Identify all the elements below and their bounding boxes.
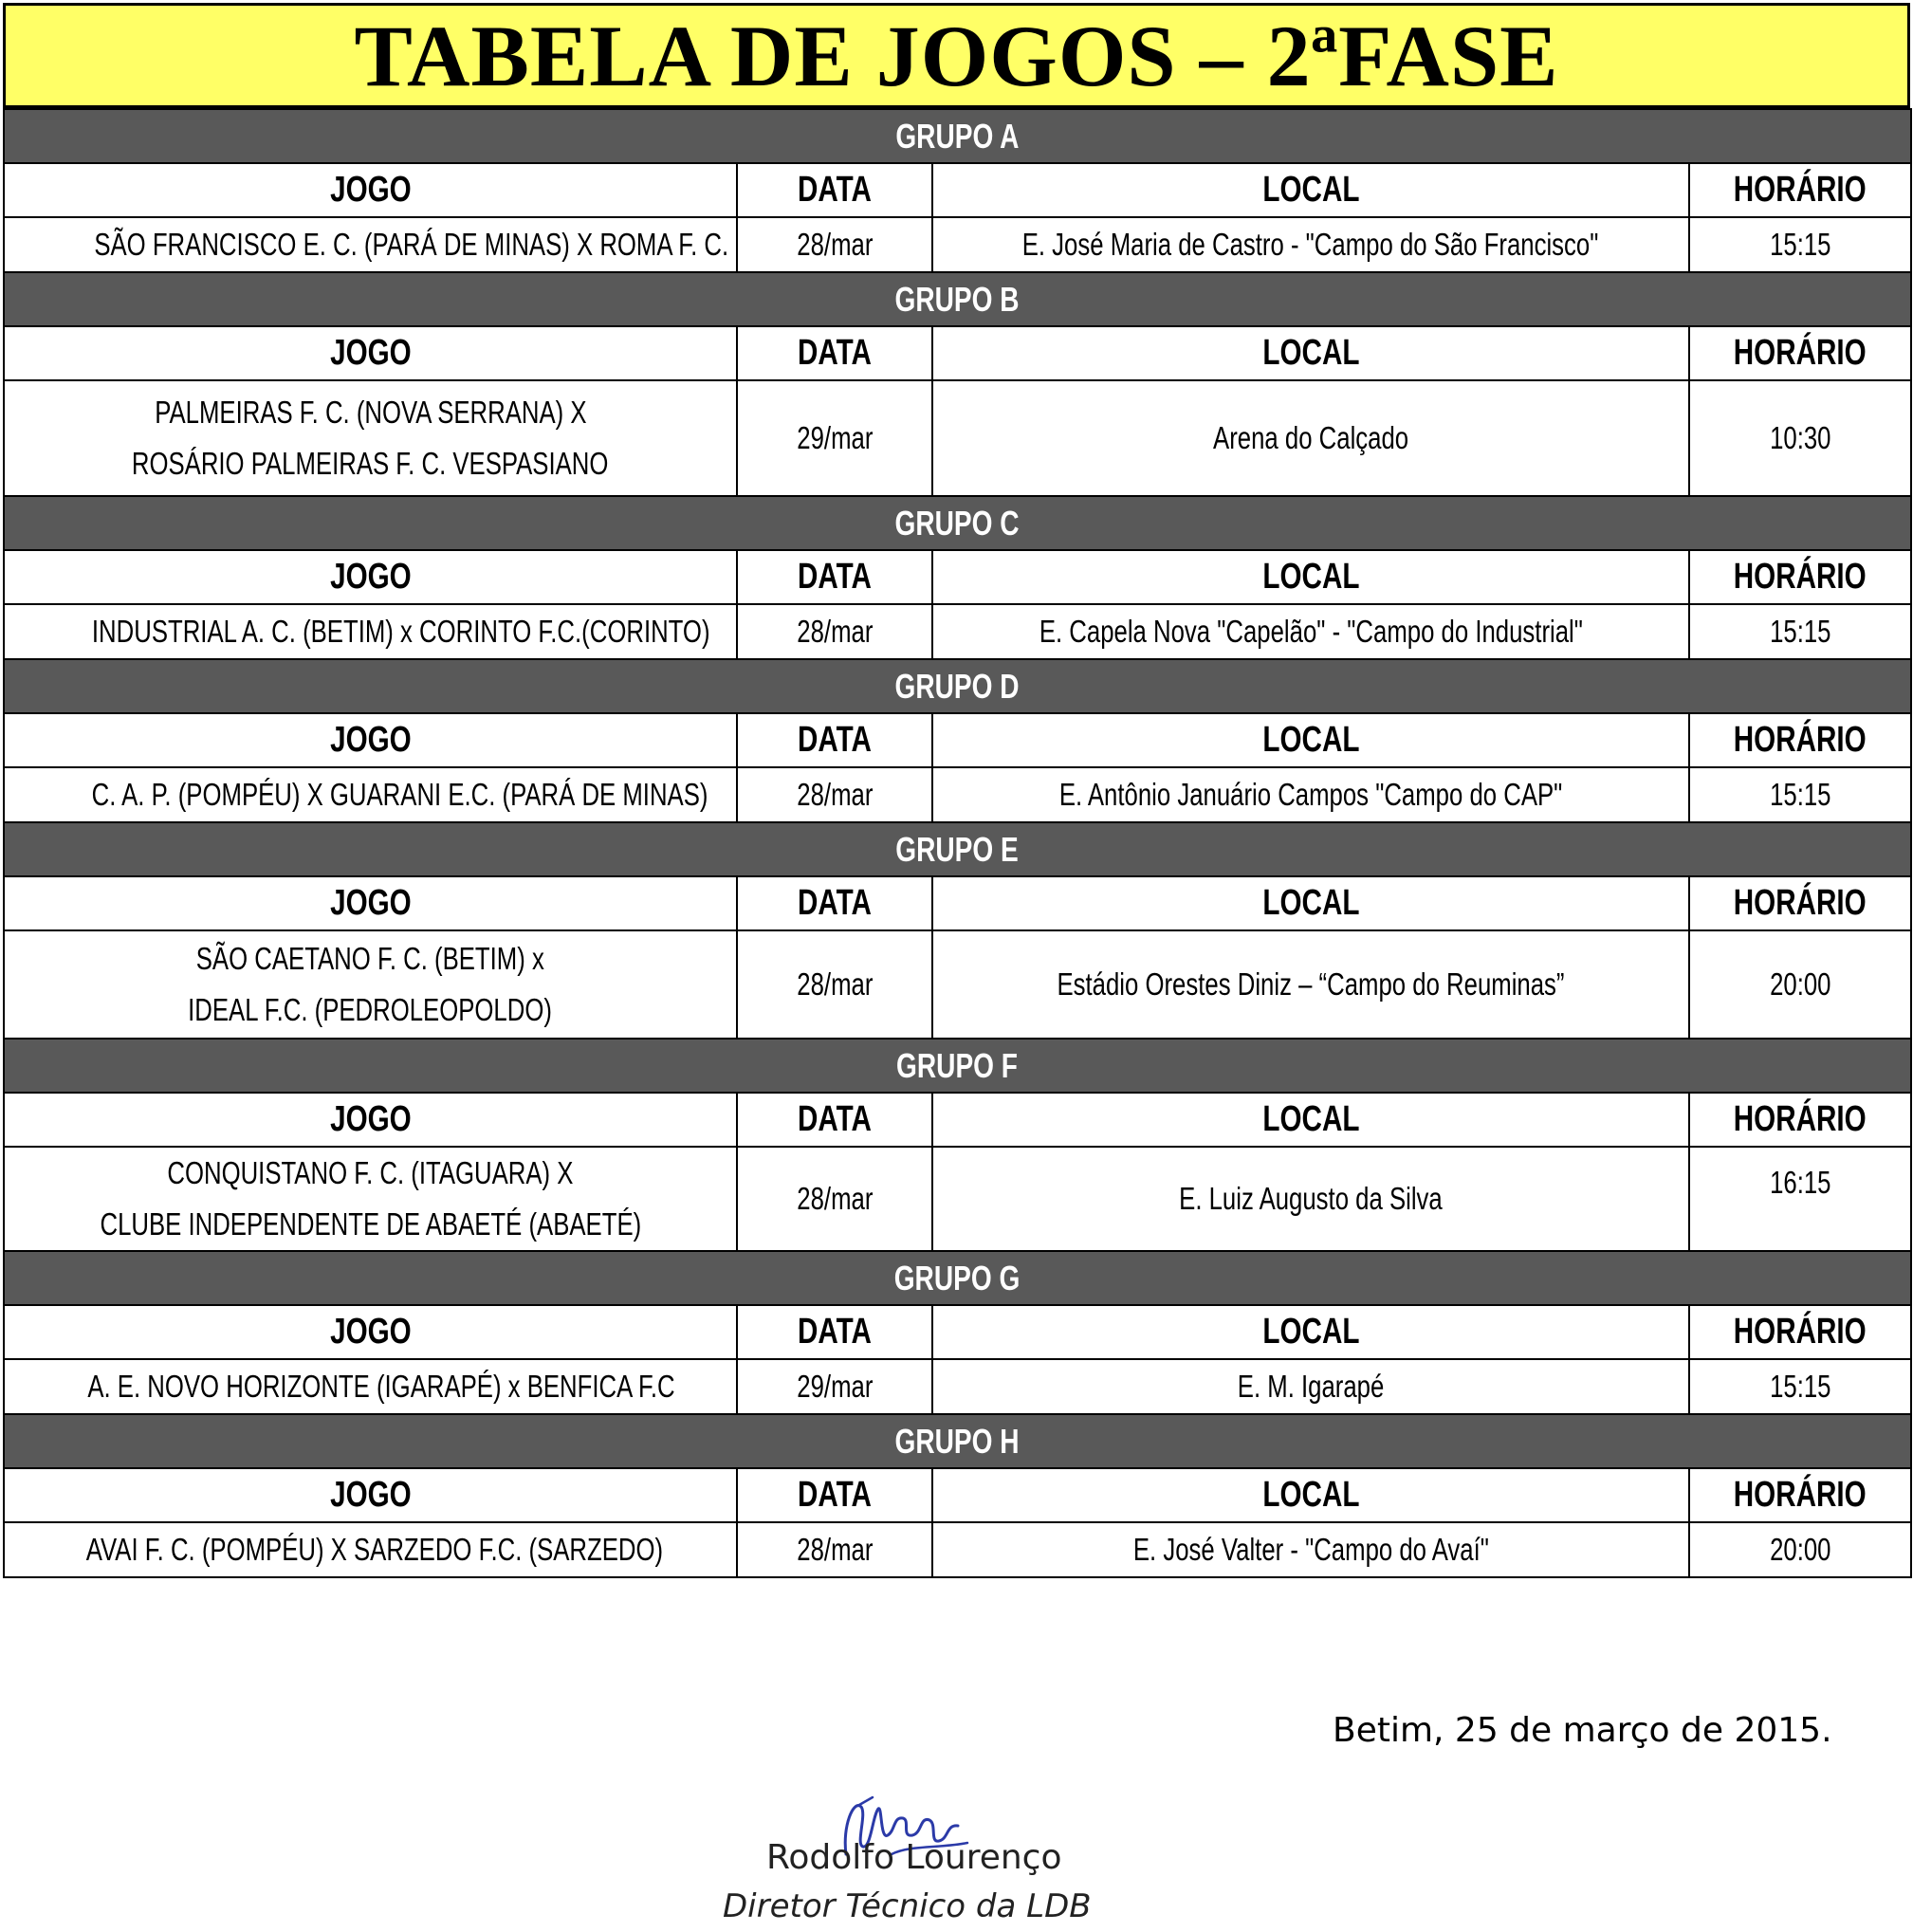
header-data: DATA — [798, 883, 872, 923]
group-header-a — [4, 109, 1911, 163]
group-name: GRUPO G — [894, 1258, 1021, 1297]
game-time: 10:30 — [1769, 420, 1831, 455]
column-headers — [4, 550, 1911, 604]
group-name: GRUPO C — [894, 503, 1021, 543]
game-local: E. José Maria de Castro - "Campo do São Francisco" — [1022, 227, 1599, 262]
header-horario: HORÁRIO — [1734, 883, 1867, 923]
header-data: DATA — [798, 557, 872, 597]
header-local: LOCAL — [1261, 1312, 1360, 1352]
header-local: LOCAL — [1261, 1475, 1360, 1515]
game-time: 15:15 — [1769, 614, 1831, 649]
header-jogo: JOGO — [329, 333, 412, 373]
game-time: 15:15 — [1769, 777, 1831, 812]
group-name: GRUPO F — [896, 1045, 1019, 1085]
header-horario: HORÁRIO — [1734, 1312, 1867, 1352]
game-date: 28/mar — [796, 777, 874, 812]
game-date: 28/mar — [796, 1181, 874, 1216]
game-teams-line2: IDEAL F.C. (PEDROLEOPOLDO) — [188, 992, 553, 1027]
header-local: LOCAL — [1261, 1099, 1360, 1139]
header-horario: HORÁRIO — [1734, 1099, 1867, 1139]
header-data: DATA — [798, 1312, 872, 1352]
game-local: E. José Valter - "Campo do Avaí" — [1132, 1532, 1489, 1567]
game-date: 29/mar — [796, 1369, 874, 1404]
header-data: DATA — [798, 1099, 872, 1139]
group-header-h — [4, 1414, 1911, 1468]
game-teams-line2: CLUBE INDEPENDENTE DE ABAETÉ (ABAETÉ) — [100, 1206, 641, 1242]
game-local: Estádio Orestes Diniz – “Campo do Reuminas” — [1057, 966, 1565, 1002]
game-row-d — [4, 767, 1911, 822]
game-time: 16:15 — [1769, 1165, 1831, 1200]
header-jogo: JOGO — [329, 1475, 412, 1515]
game-time: 15:15 — [1769, 227, 1831, 262]
header-jogo: JOGO — [329, 720, 412, 760]
header-horario: HORÁRIO — [1734, 170, 1867, 210]
group-name: GRUPO A — [895, 116, 1020, 156]
game-row-h — [4, 1522, 1911, 1577]
header-jogo: JOGO — [329, 557, 412, 597]
column-headers — [4, 1468, 1911, 1522]
game-teams-line1: SÃO CAETANO F. C. (BETIM) x — [195, 941, 545, 976]
header-local: LOCAL — [1261, 333, 1360, 373]
game-local: Arena do Calçado — [1212, 420, 1409, 455]
header-horario: HORÁRIO — [1734, 720, 1867, 760]
game-teams: INDUSTRIAL A. C. (BETIM) x CORINTO F.C.(CORINTO) — [91, 614, 710, 649]
column-headers — [4, 1305, 1911, 1359]
game-teams: A. E. NOVO HORIZONTE (IGARAPÉ) x BENFICA F.C — [87, 1369, 675, 1404]
game-teams: AVAI F. C. (POMPÉU) X SARZEDO F.C. (SARZEDO) — [85, 1532, 664, 1567]
group-name: GRUPO B — [894, 279, 1021, 319]
game-teams: SÃO FRANCISCO E. C. (PARÁ DE MINAS) X ROMA F. C. — [94, 227, 729, 262]
header-local: LOCAL — [1261, 720, 1360, 760]
game-time: 20:00 — [1769, 966, 1831, 1002]
game-local: E. M. Igarapé — [1237, 1369, 1385, 1404]
group-header-f — [4, 1039, 1911, 1093]
group-header-b — [4, 272, 1911, 326]
game-local: E. Capela Nova "Capelão" - "Campo do Industrial" — [1039, 614, 1583, 649]
header-horario: HORÁRIO — [1734, 1475, 1867, 1515]
header-data: DATA — [798, 1475, 872, 1515]
schedule-sheet — [3, 3, 1910, 1578]
header-data: DATA — [798, 333, 872, 373]
column-headers — [4, 1093, 1911, 1147]
game-teams: C. A. P. (POMPÉU) X GUARANI E.C. (PARÁ DE MINAS) — [91, 777, 708, 812]
header-horario: HORÁRIO — [1734, 557, 1867, 597]
header-horario: HORÁRIO — [1734, 333, 1867, 373]
game-row-g — [4, 1359, 1911, 1414]
group-name: GRUPO E — [895, 829, 1020, 869]
group-header-g — [4, 1251, 1911, 1305]
header-jogo: JOGO — [329, 1099, 412, 1139]
header-jogo: JOGO — [329, 883, 412, 923]
game-date: 28/mar — [796, 614, 874, 649]
game-local: E. Luiz Augusto da Silva — [1179, 1181, 1443, 1216]
header-data: DATA — [798, 720, 872, 760]
column-headers — [4, 713, 1911, 767]
group-name: GRUPO H — [894, 1421, 1021, 1461]
signer-name: Rodolfo Lourenço — [766, 1838, 1062, 1877]
game-row-e — [4, 930, 1911, 1039]
game-teams-line1: CONQUISTANO F. C. (ITAGUARA) X — [167, 1155, 574, 1190]
group-header-e — [4, 822, 1911, 876]
game-row-c — [4, 604, 1911, 659]
header-local: LOCAL — [1261, 170, 1360, 210]
column-headers — [4, 163, 1911, 217]
page-title: TABELA DE JOGOS – 2ªFASE — [3, 3, 1910, 108]
game-date: 28/mar — [796, 227, 874, 262]
group-header-c — [4, 496, 1911, 550]
column-headers — [4, 326, 1911, 380]
column-headers — [4, 876, 1911, 930]
game-teams-line2: ROSÁRIO PALMEIRAS F. C. VESPASIANO — [132, 446, 609, 481]
header-local: LOCAL — [1261, 557, 1360, 597]
game-row-b — [4, 380, 1911, 496]
game-row-f — [4, 1147, 1911, 1251]
document-date: Betim, 25 de março de 2015. — [1333, 1711, 1832, 1750]
header-data: DATA — [798, 170, 872, 210]
game-local: E. Antônio Januário Campos "Campo do CAP" — [1058, 777, 1563, 812]
game-date: 29/mar — [796, 420, 874, 455]
game-teams-line1: PALMEIRAS F. C. (NOVA SERRANA) X — [154, 395, 587, 430]
header-jogo: JOGO — [329, 170, 412, 210]
header-jogo: JOGO — [329, 1312, 412, 1352]
group-header-d — [4, 659, 1911, 713]
games-table — [3, 108, 1912, 1578]
game-date: 28/mar — [796, 966, 874, 1002]
group-name: GRUPO D — [894, 666, 1021, 706]
game-time: 20:00 — [1769, 1532, 1831, 1567]
header-local: LOCAL — [1261, 883, 1360, 923]
game-row-a — [4, 217, 1911, 272]
signer-role: Diretor Técnico da LDB — [723, 1887, 1092, 1925]
game-time: 15:15 — [1769, 1369, 1831, 1404]
game-date: 28/mar — [796, 1532, 874, 1567]
